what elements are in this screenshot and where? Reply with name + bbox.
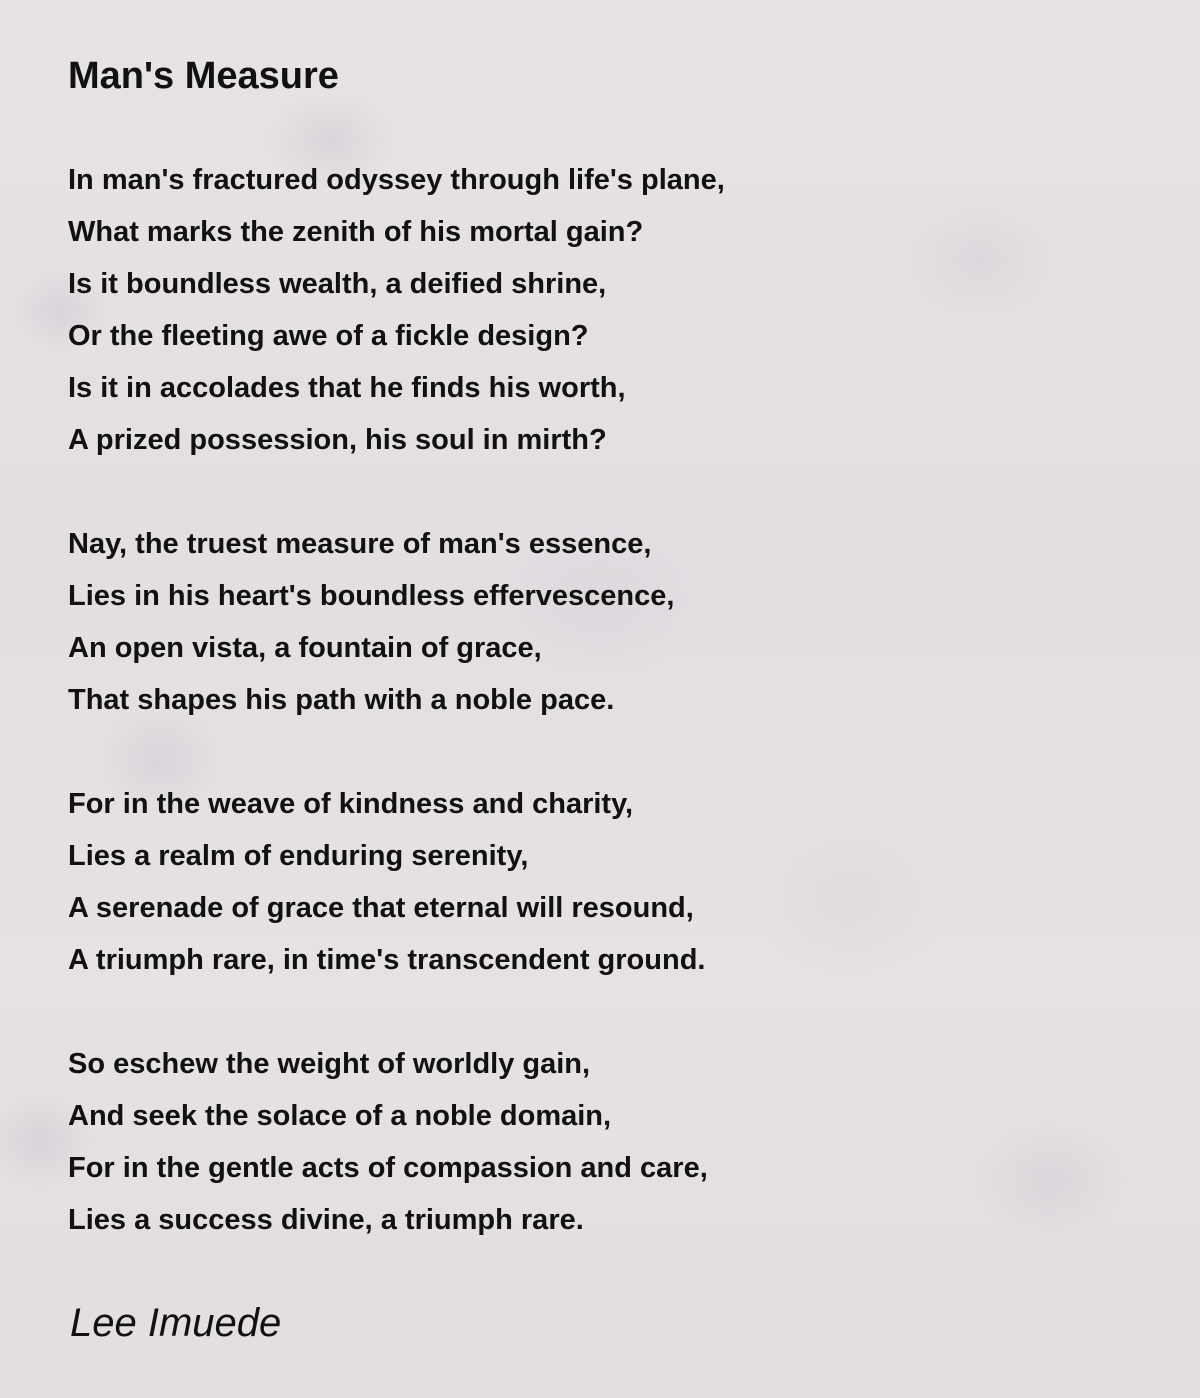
poem-line: For in the weave of kindness and charity, (68, 788, 634, 820)
poem-line: In man's fractured odyssey through life's plane, (68, 164, 725, 196)
poem-line: Nay, the truest measure of man's essence, (68, 528, 652, 560)
poem-line: Is it boundless wealth, a deified shrine, (68, 268, 607, 300)
poem-line: That shapes his path with a noble pace. (68, 684, 615, 716)
stanza (68, 518, 1168, 726)
poem-body (68, 154, 1168, 1298)
poem-line: What marks the zenith of his mortal gain? (68, 216, 644, 248)
poem-line: And seek the solace of a noble domain, (68, 1100, 612, 1132)
poem-line: A serenade of grace that eternal will resound, (68, 892, 694, 924)
poem-line: An open vista, a fountain of grace, (68, 632, 542, 664)
poem-line: For in the gentle acts of compassion and care, (68, 1152, 708, 1184)
poem-line: Or the fleeting awe of a fickle design? (68, 320, 589, 352)
poem-line: Lies in his heart's boundless effervescence, (68, 580, 675, 612)
poem-line: Is it in accolades that he finds his worth, (68, 372, 626, 404)
stanza (68, 778, 1168, 986)
poem-line: A triumph rare, in time's transcendent ground. (68, 944, 706, 976)
poem-title: Man's Measure (68, 55, 339, 97)
poem-line: Lies a success divine, a triumph rare. (68, 1204, 584, 1236)
poem-author: Lee Imuede (70, 1301, 282, 1345)
poem-line: Lies a realm of enduring serenity, (68, 840, 529, 872)
stanza (68, 154, 1168, 466)
stanza (68, 1038, 1168, 1246)
poem-line: So eschew the weight of worldly gain, (68, 1048, 591, 1080)
poem-line: A prized possession, his soul in mirth? (68, 424, 607, 456)
